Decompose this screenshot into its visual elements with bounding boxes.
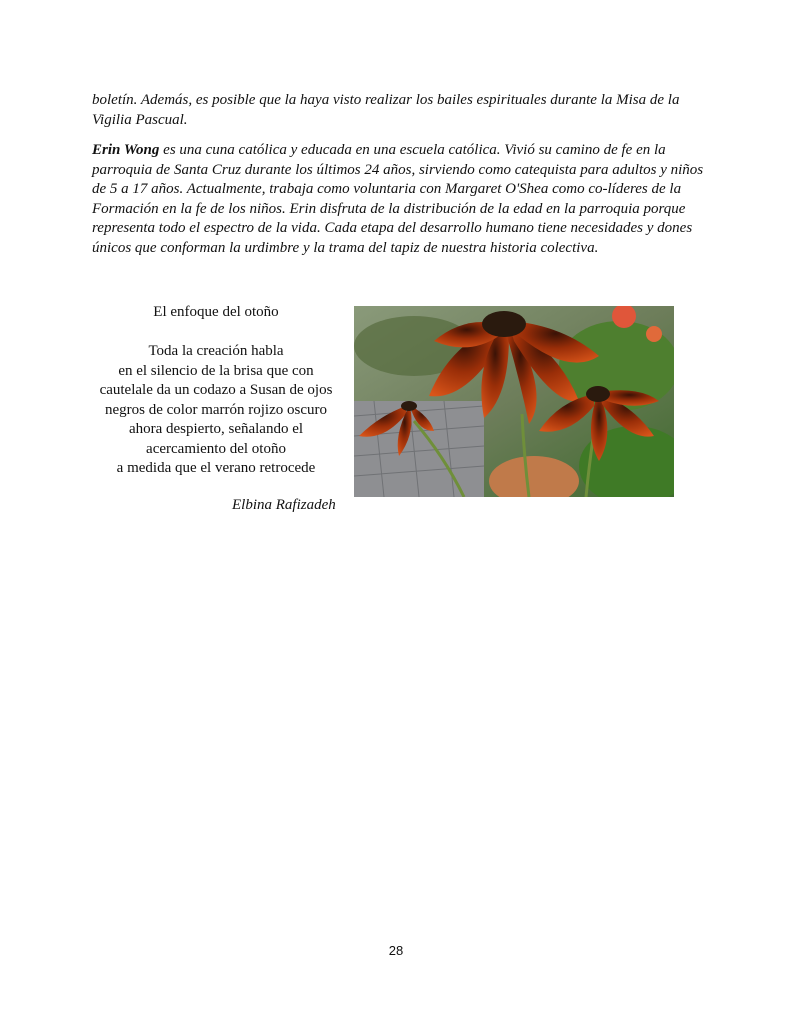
paragraph-continuation: boletín. Además, es posible que la haya visto realizar los bailes espirituales durante la Misa de la Vigilia Pascual. <box>92 92 680 128</box>
bio-paragraph <box>92 141 704 258</box>
poem-line: ahora despierto, señalando el <box>128 421 304 437</box>
poem-line: cautelale da un codazo a Susan de ojos <box>99 382 333 398</box>
page-number: 28 <box>388 943 404 958</box>
bio-name: Erin Wong <box>92 142 160 158</box>
poem-author: Elbina Rafizadeh <box>232 497 336 513</box>
poem-title: El enfoque del otoño <box>153 304 279 320</box>
poem <box>92 303 340 479</box>
poem-line: a medida que el verano retrocede <box>116 460 316 476</box>
poem-line: Toda la creación habla <box>148 343 284 359</box>
poem-line: en el silencio de la brisa que con <box>118 362 314 379</box>
flower-photo <box>354 306 674 497</box>
poem-line: negros de color marrón rojizo oscuro <box>104 401 327 418</box>
bio-text: es una cuna católica y educada en una escuela católica. Vivió su camino de fe en la parroquia de Santa Cruz durante los últimos 24 años, sirviendo como catequista para adultos y niños de 5 a 17 años. Actualmente, trabaja como voluntaria con Margaret O'Shea como co-líderes de la Formación en la fe de los niños. Erin disfruta de la distribución de la edad en la parroquia porque representa todo el espectro de la vida. Cada etapa del desarrollo humano tiene necesidades y dones únicos que conforman la urdimbre y la trama del tapiz de nuestra historia colectiva. <box>92 142 704 256</box>
poem-line: acercamiento del otoño <box>146 440 286 457</box>
